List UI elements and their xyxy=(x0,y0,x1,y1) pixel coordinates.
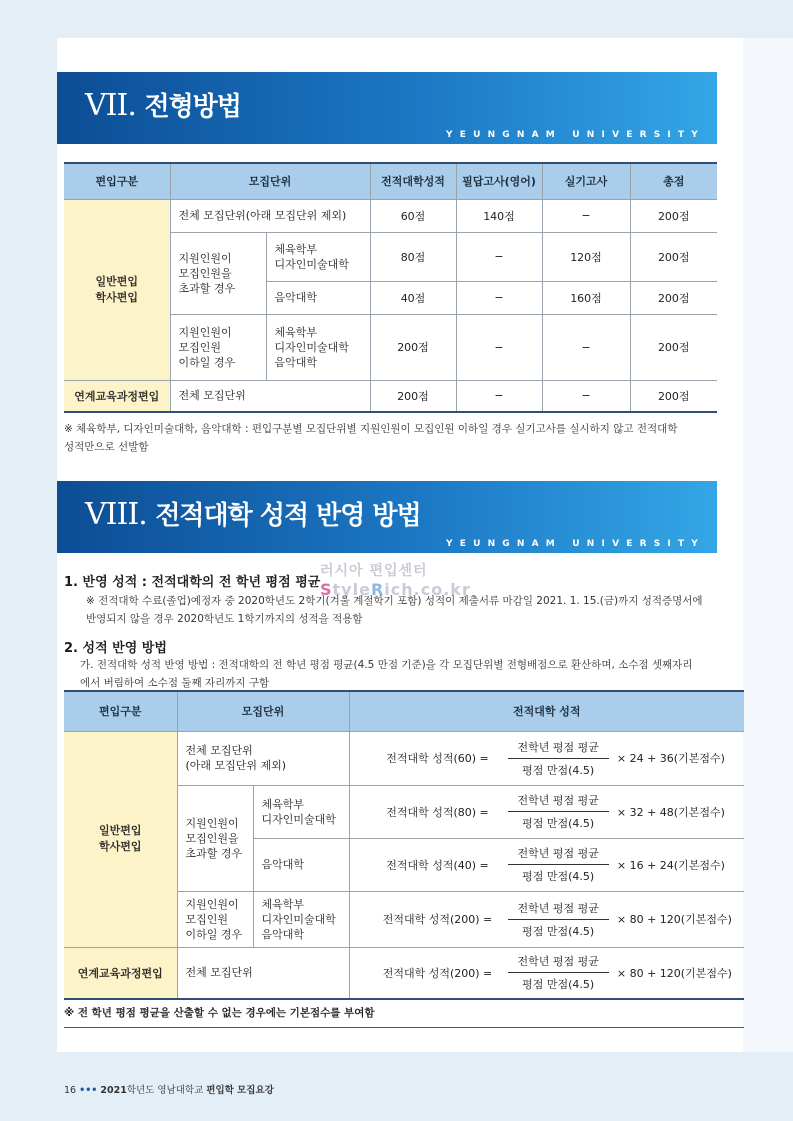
formula-lhs: 전적대학 성적(60) = xyxy=(386,752,489,765)
formula-cell xyxy=(349,838,744,891)
table-row xyxy=(64,380,717,412)
unit-cell: 전체 모집단위(아래 모집단위 제외) xyxy=(170,199,370,232)
fraction-denominator: 평점 만점(4.5) xyxy=(522,870,595,883)
watermark-ich: ich.co.kr xyxy=(384,580,471,599)
header-cell: 모집단위 xyxy=(177,691,349,731)
condition-cell: 지원인원이 모집인원 이하일 경우 xyxy=(170,314,266,380)
footer-text: 학년도 영남대학교 xyxy=(126,1085,207,1096)
group-cell: 일반편입 학사편입 xyxy=(64,199,170,380)
unit-cell: 음악대학 xyxy=(266,281,370,314)
header-cell: 편입구분 xyxy=(64,163,170,199)
table-header-row xyxy=(64,163,717,199)
footer-title: 편입학 모집요강 xyxy=(206,1085,274,1096)
table-row xyxy=(64,731,744,785)
section8-banner xyxy=(57,481,717,553)
section7-heading xyxy=(85,86,241,123)
condition-cell: 지원인원이 모집인원을 초과할 경우 xyxy=(170,232,266,314)
score-conversion-table xyxy=(64,690,744,1000)
formula-cell xyxy=(349,891,744,947)
formula-lhs: 전적대학 성적(80) = xyxy=(386,805,489,819)
score-cell: − xyxy=(542,380,630,412)
score-cell: − xyxy=(542,314,630,380)
item1-note: ※ 전적대학 수료(졸업)예정자 중 2020학년도 2학기(겨울 계절학기 포함) 성적이 제출서류 마감일 2021. 1. 15.(금)까지 성적증명서에 반영되지 않을 경우 2020학년도 1학기까지의 성적을 적용함 xyxy=(86,595,703,625)
score-cell: 200점 xyxy=(630,232,717,281)
formula-lhs: 전적대학 성적(40) = xyxy=(386,858,489,872)
unit-cell: 전체 모집단위 xyxy=(170,380,370,412)
footer-dots: ••• xyxy=(79,1085,98,1096)
fraction-denominator: 평점 만점(4.5) xyxy=(522,763,595,777)
section7-title: 전형방법 xyxy=(144,92,241,122)
formula-cell xyxy=(349,785,744,838)
section8-title: 전적대학 성적 반영 방법 xyxy=(155,501,421,531)
item2-title: 2. 성적 반영 방법 xyxy=(64,641,167,656)
score-cell: 80점 xyxy=(370,232,456,281)
fraction xyxy=(508,739,609,778)
header-cell: 실기고사 xyxy=(542,163,630,199)
fraction xyxy=(508,792,609,831)
table-row xyxy=(64,947,744,999)
unit-cell: 음악대학 xyxy=(253,838,349,891)
group-cell: 연계교육과정편입 xyxy=(64,947,177,999)
watermark-s: S xyxy=(320,580,333,599)
watermark-top: 러시아 편입센터 xyxy=(320,563,428,579)
item1-title: 1. 반영 성적 : 전적대학의 전 학년 평점 평균 xyxy=(64,575,321,590)
score-cell: − xyxy=(456,232,542,281)
formula xyxy=(350,739,745,778)
unit-cell: 체육학부 디자인미술대학 xyxy=(266,232,370,281)
header-cell: 편입구분 xyxy=(64,691,177,731)
score-cell: 40점 xyxy=(370,281,456,314)
fraction-numerator: 전학년 평점 평균 xyxy=(508,739,609,759)
score-cell: − xyxy=(542,199,630,232)
fraction-denominator: 평점 만점(4.5) xyxy=(522,978,595,992)
condition-cell: 지원인원이 모집인원 이하일 경우 xyxy=(177,891,253,947)
score-cell: − xyxy=(456,380,542,412)
unit-cell: 전체 모집단위 xyxy=(177,947,349,999)
score-cell: 200점 xyxy=(630,314,717,380)
score-cell: 200점 xyxy=(630,199,717,232)
formula-rhs: × 24 + 36(기본점수) xyxy=(616,752,725,765)
unit-cell: 전체 모집단위 (아래 모집단위 제외) xyxy=(177,731,349,785)
fraction-denominator: 평점 만점(4.5) xyxy=(522,817,595,830)
header-cell: 전적대학성적 xyxy=(370,163,456,199)
section8-heading xyxy=(85,495,421,532)
section7-banner xyxy=(57,72,717,144)
bottom-divider xyxy=(64,1027,744,1028)
item2-desc: 가. 전적대학 성적 반영 방법 : 전적대학의 전 학년 평점 평균(4.5 만점 기준)을 각 모집단위별 전형배점으로 환산하며, 소수점 셋째자리 에서 버림하여 소수점 둘째 자리까지 구함 xyxy=(80,659,693,689)
formula-lhs: 전적대학 성적(200) = xyxy=(382,913,493,926)
selection-method-table xyxy=(64,162,717,413)
formula-lhs: 전적대학 성적(200) = xyxy=(382,966,493,980)
section8-numeral: VIII. xyxy=(85,497,147,532)
formula-rhs: × 32 + 48(기본점수) xyxy=(616,805,725,819)
unit-cell: 체육학부 디자인미술대학 음악대학 xyxy=(253,891,349,947)
formula-rhs: × 16 + 24(기본점수) xyxy=(616,858,725,872)
formula-cell xyxy=(349,947,744,999)
score-cell: 120점 xyxy=(542,232,630,281)
header-cell: 필답고사(영어) xyxy=(456,163,542,199)
formula xyxy=(350,953,745,992)
fraction-numerator: 전학년 평점 평균 xyxy=(508,953,609,973)
score-cell: − xyxy=(456,281,542,314)
formula xyxy=(350,792,745,831)
score-cell: 200점 xyxy=(630,380,717,412)
page-number: 16 xyxy=(64,1085,77,1096)
fraction xyxy=(508,953,609,992)
formula-cell xyxy=(349,731,744,785)
section7-numeral: VII. xyxy=(85,88,136,123)
score-cell: 200점 xyxy=(630,281,717,314)
formula-rhs: × 80 + 120(기본점수) xyxy=(616,966,732,980)
group-cell: 연계교육과정편입 xyxy=(64,380,170,412)
fraction-numerator: 전학년 평점 평균 xyxy=(508,900,609,920)
score-cell: 60점 xyxy=(370,199,456,232)
bottom-note: ※ 전 학년 평점 평균을 산출할 수 없는 경우에는 기본점수를 부여함 xyxy=(64,1007,375,1019)
condition-cell: 지원인원이 모집인원을 초과할 경우 xyxy=(177,785,253,891)
formula xyxy=(350,845,745,884)
table-row xyxy=(64,199,717,232)
section7-note: ※ 체육학부, 디자인미술대학, 음악대학 : 편입구분별 모집단위별 지원인원이 모집인원 이하일 경우 실기고사를 실시하지 않고 전적대학 성적만으로 선발함 xyxy=(64,423,678,453)
formula xyxy=(350,900,745,939)
right-margin-strip xyxy=(743,38,793,1052)
footer-year: 2021 xyxy=(100,1085,127,1096)
watermark-tyle: tyle xyxy=(332,580,371,599)
fraction-denominator: 평점 만점(4.5) xyxy=(522,924,595,938)
page-footer xyxy=(64,1082,274,1096)
university-label: YEUNGNAM UNIVERSITY xyxy=(446,539,705,549)
header-cell: 전적대학 성적 xyxy=(349,691,744,731)
unit-cell: 체육학부 디자인미술대학 xyxy=(253,785,349,838)
score-cell: 200점 xyxy=(370,380,456,412)
fraction-numerator: 전학년 평점 평균 xyxy=(508,845,609,865)
score-cell: 140점 xyxy=(456,199,542,232)
fraction xyxy=(508,845,609,884)
watermark-r: R xyxy=(370,580,385,599)
fraction xyxy=(508,900,609,939)
formula-rhs: × 80 + 120(기본점수) xyxy=(616,913,732,926)
score-cell: 200점 xyxy=(370,314,456,380)
score-cell: − xyxy=(456,314,542,380)
score-cell: 160점 xyxy=(542,281,630,314)
fraction-numerator: 전학년 평점 평균 xyxy=(508,792,609,812)
table-header-row xyxy=(64,691,744,731)
header-cell: 총점 xyxy=(630,163,717,199)
university-label: YEUNGNAM UNIVERSITY xyxy=(446,130,705,140)
unit-cell: 체육학부 디자인미술대학 음악대학 xyxy=(266,314,370,380)
group-cell: 일반편입 학사편입 xyxy=(64,731,177,947)
header-cell: 모집단위 xyxy=(170,163,370,199)
